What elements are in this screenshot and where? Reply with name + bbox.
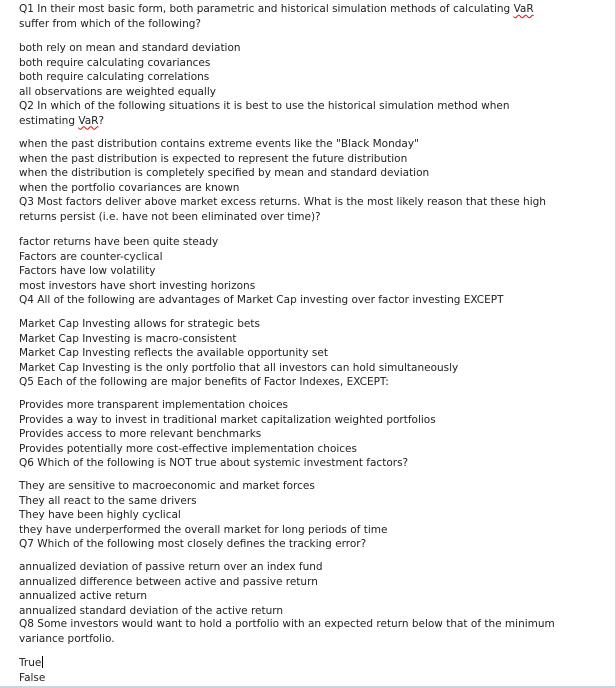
question-1-options: [19, 41, 579, 99]
answer-option: factor returns have been quite steady: [19, 236, 219, 248]
answer-option: Provides potentially more cost-effective implementation choices: [19, 442, 357, 455]
question-line: Q7 Which of the following most closely defines the tracking error?: [19, 538, 367, 550]
answer-option: Factors are counter-cyclical: [19, 250, 163, 263]
answer-option: They all react to the same drivers: [19, 494, 197, 507]
answer-option: most investors have short investing horizons: [19, 279, 256, 292]
answer-option: when the past distribution contains extreme events like the "Black Monday": [19, 138, 419, 150]
answer-option: both require calculating correlations: [19, 71, 210, 84]
answer-option: all observations are weighted equally: [19, 85, 216, 98]
question-line: Q8 Some investors would want to hold a portfolio with an expected return below that of the minimum: [19, 618, 555, 630]
answer-option: when the portfolio covariances are known: [19, 181, 240, 194]
question-3-options: [19, 235, 579, 293]
answer-option: both require calculating covariances: [19, 56, 211, 69]
question-line: returns persist (i.e. have not been eliminated over time)?: [19, 210, 321, 223]
question-1-text: [19, 2, 579, 31]
answer-option[interactable]: True: [19, 657, 42, 669]
answer-option: Provides a way to invest in traditional market capitalization weighted portfolios: [19, 413, 436, 426]
question-5-text: [19, 375, 579, 390]
question-line: Q4 All of the following are advantages of Market Cap investing over factor investing EXCEPT: [19, 294, 504, 306]
answer-option: They have been highly cyclical: [19, 509, 181, 522]
question-2-text: [19, 99, 579, 128]
question-line: suffer from which of the following?: [19, 17, 201, 30]
answer-option: Market Cap Investing reflects the available opportunity set: [19, 347, 328, 360]
question-5-options: [19, 398, 579, 456]
question-7-options: [19, 560, 579, 618]
answer-option: Market Cap Investing allows for strategic bets: [19, 318, 260, 330]
question-line: Q6 Which of the following is NOT true about systemic investment factors?: [19, 457, 409, 469]
question-7-text: [19, 537, 579, 552]
question-4-options: [19, 317, 579, 375]
answer-option: Factors have low volatility: [19, 265, 156, 278]
answer-option: Provides access to more relevant benchmarks: [19, 428, 262, 441]
question-8-options: [19, 656, 579, 685]
question-6-options: [19, 479, 579, 537]
question-line: estimating VaR?: [19, 114, 105, 127]
question-8-text: [19, 617, 579, 646]
answer-option: Market Cap Investing is macro-consistent: [19, 332, 237, 345]
answer-option: annualized difference between active and passive return: [19, 575, 318, 588]
question-2-options: [19, 137, 579, 195]
answer-option: Provides more transparent implementation choices: [19, 399, 289, 411]
answer-option: annualized deviation of passive return over an index fund: [19, 561, 323, 573]
question-line: Q1 In their most basic form, both parametric and historical simulation methods of calculating VaR: [19, 3, 534, 15]
answer-option: when the distribution is completely specified by mean and standard deviation: [19, 167, 430, 180]
answer-option: annualized active return: [19, 590, 147, 603]
question-line: Q2 In which of the following situations it is best to use the historical simulation method when: [19, 100, 510, 112]
question-line: Q3 Most factors deliver above market excess returns. What is the most likely reason that these high: [19, 196, 546, 208]
question-4-text: [19, 293, 579, 308]
spellcheck-word[interactable]: VaR: [513, 3, 534, 15]
question-6-text: [19, 456, 579, 471]
question-3-text: [19, 195, 579, 224]
question-line: Q5 Each of the following are major benefits of Factor Indexes, EXCEPT:: [19, 376, 389, 388]
question-line: variance portfolio.: [19, 632, 115, 645]
answer-option: when the past distribution is expected to represent the future distribution: [19, 152, 408, 165]
answer-option: Market Cap Investing is the only portfolio that all investors can hold simultaneously: [19, 361, 459, 374]
answer-option: False: [19, 671, 46, 684]
answer-option: They are sensitive to macroeconomic and market forces: [19, 480, 315, 492]
text-cursor: [42, 656, 43, 668]
answer-option: they have underperformed the overall market for long periods of time: [19, 523, 388, 536]
spellcheck-word[interactable]: VaR: [78, 114, 99, 127]
answer-option: both rely on mean and standard deviation: [19, 42, 241, 54]
answer-option: annualized standard deviation of the active return: [19, 604, 284, 617]
